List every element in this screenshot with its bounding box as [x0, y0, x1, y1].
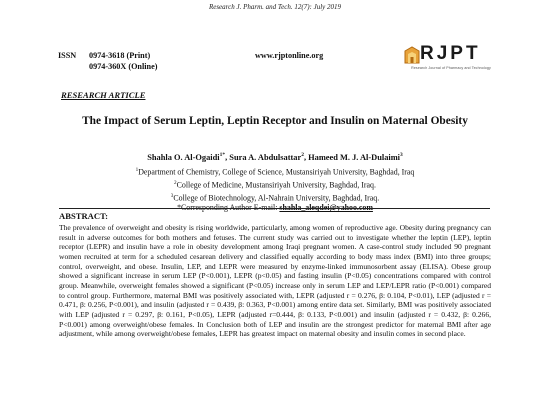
author-name: Hameed M. J. Al-Dulaimi: [308, 152, 401, 162]
affiliation: $^2$College of Medicine, Mustansiriyah University, Baghdad, Iraq.: [174, 179, 376, 190]
affiliation: $^1$Department of Chemistry, College of Science, Mustansiriyah University, Baghdad, Iraq: [135, 167, 415, 177]
author-name: Shahla O. Al-Ogaidi: [147, 152, 220, 162]
issn-print-row: [58, 50, 157, 61]
issn-label: ISSN: [58, 51, 77, 60]
logo-letters: RJPT: [420, 43, 481, 64]
affiliation: $^3$College of Biotechnology, Al-Nahrain University, Baghdad, Iraq.: [170, 192, 380, 203]
journal-logo-icon: [403, 45, 421, 65]
journal-logo: [403, 43, 499, 77]
author-sup: 2: [301, 152, 304, 158]
issn-online-row: [58, 61, 157, 72]
logo-subtitle: Research Journal of Pharmacy and Technology: [411, 66, 491, 70]
corresponding-email-link[interactable]: shahla_aleqdei@yahoo.com: [279, 203, 373, 213]
affiliation-list: [60, 165, 490, 214]
issn-block: [58, 50, 157, 72]
issn-online: 0974-360X (Online): [89, 62, 158, 71]
abstract-body: [59, 223, 491, 339]
author-name: Sura A. Abdulsattar: [229, 152, 302, 162]
author-sup: 3: [400, 152, 403, 158]
section-divider: [59, 208, 490, 209]
running-head: Research J. Pharm. and Tech. 12(7): July 2019: [208, 3, 342, 11]
corresponding-label: *Corresponding Author E-mail:: [177, 203, 278, 213]
journal-url-link[interactable]: www.rjptonline.org: [255, 51, 324, 60]
article-type: RESEARCH ARTICLE: [61, 90, 146, 100]
author-sup: 1*: [219, 152, 226, 158]
abstract-text: The prevalence of overweight and obesity is rising worldwide, particularly, among women of reproductive age. Obesity during pregnancy can result in adverse outcomes for both mothers and fetuses. The current study was carried out to investigate whether the leptin (LEP), leptin receptor (LEPR) and insulin have a role in obesity development among Iraqi pregnant women. A case-control study included 90 pregnant women recruited at term for a scheduled cesarean delivery and classified equally according to body mass index (BMI) into three groups; control, overweight, and obese. Insulin, LEP, and LEPR were measured by enzyme-linked immunosorbent assay (ELISA). Obese group showed a significant increase in serum LEP (P<0.001), LEPR (p<0.05) and fasting insulin (P<0.05) concentrations compared with control group. Meanwhile, overweight females showed a significant (P<0.05) increase only in serum LEP and LEP/LEPR ratio (P<0.001) compared to control group. Furthermore, maternal BMI was positively associated with, LEPR (adjusted r = 0.276, β: 0.104, P<0.01), LEP (adjusted r = 0.471, β: 0.256, P<0.001), and insulin (adjusted r = 0.439, β: 0.363, P<0.001) among entire data set. Similarly, BMI was positively associated with LEP (adjusted r = 0.297, β: 0.161, P<0.05), LEPR (adjusted r=0.444, β: 0.133, P<0.001) and insulin (adjusted r = 0.432, β: 0.266, P<0.001) among overweight/obese females. In Conclusion both of LEP and insulin are the strongest predictor for maternal BMI after age adjustment, while among overweight/obese females, LEPR has greatest impact on maternal obesity and insulin comes in second place.: [59, 223, 491, 339]
issn-print: 0974-3618 (Print): [89, 51, 151, 60]
abstract-heading: ABSTRACT:: [59, 211, 109, 221]
article-title: The Impact of Serum Leptin, Leptin Receptor and Insulin on Maternal Obesity: [82, 115, 468, 127]
author-list: Shahla O. Al-Ogaidi$^{1*}$, Sura A. Abdulsattar$^2$, Hameed M. J. Al-Dulaimi$^3$: [147, 152, 403, 162]
